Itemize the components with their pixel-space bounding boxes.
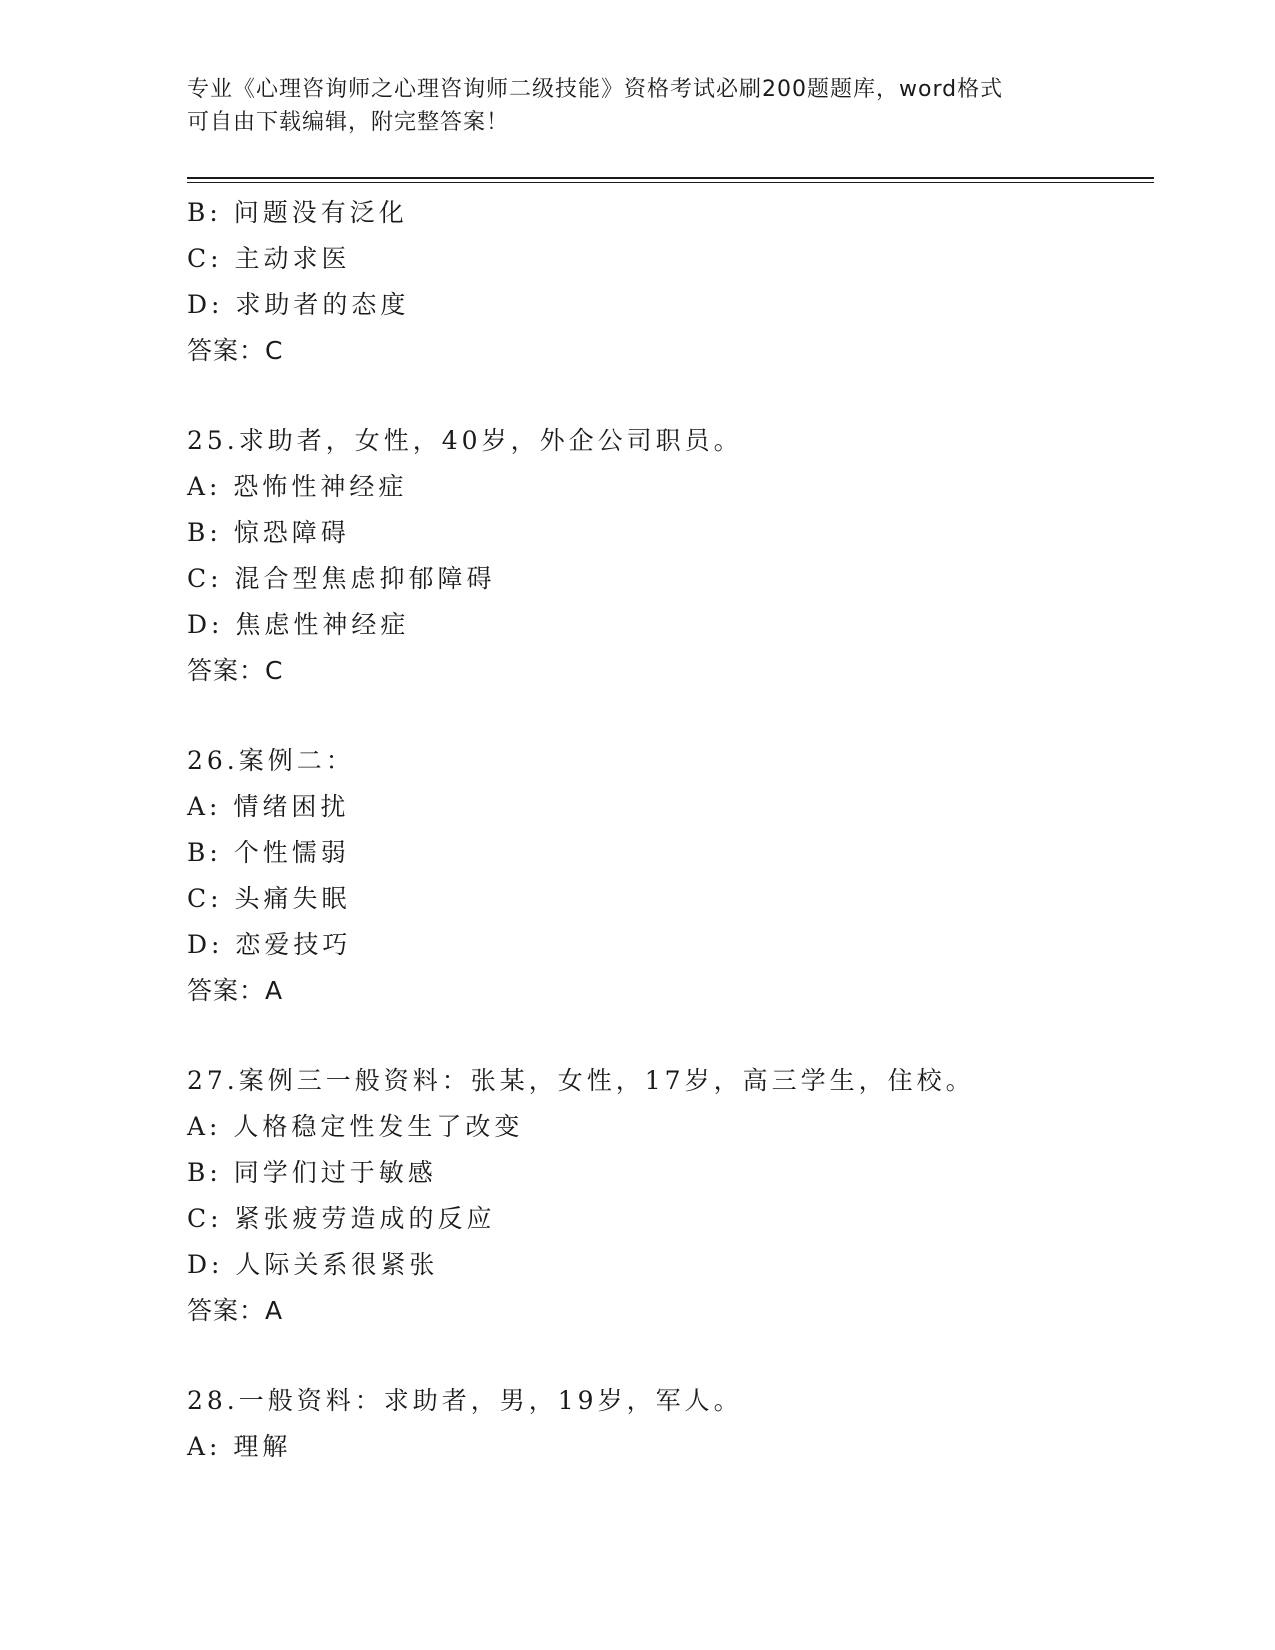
question-block-28 [187, 1378, 1154, 1470]
question-stem: 26.案例二： [187, 746, 355, 775]
option-c: C: 紧张疲劳造成的反应 [187, 1204, 496, 1233]
option-d: D: 恋爱技巧 [187, 930, 352, 959]
question-stem: 27.案例三一般资料：张某，女性，17岁，高三学生，住校。 [187, 1066, 975, 1095]
option-d: D: 人际关系很紧张 [187, 1250, 439, 1279]
option-c: C: 头痛失眠 [187, 884, 351, 913]
answer-line: 答案：C [187, 656, 284, 685]
option-b: B: 惊恐障碍 [187, 518, 350, 547]
option-b: B: 同学们过于敏感 [187, 1158, 437, 1187]
option-b: B: 问题没有泛化 [187, 198, 408, 227]
header-line-1: 专业《心理咨询师之心理咨询师二级技能》资格考试必刷200题题库，word格式 [187, 77, 1004, 102]
option-a: A: 理解 [187, 1432, 292, 1461]
question-block-24-continued [187, 190, 1154, 374]
answer-line: 答案：A [187, 976, 284, 1005]
option-d: D: 焦虑性神经症 [187, 610, 410, 639]
answer-line: 答案：C [187, 336, 284, 365]
option-a: A: 情绪困扰 [187, 792, 350, 821]
question-block-27 [187, 1058, 1154, 1334]
option-c: C: 混合型焦虑抑郁障碍 [187, 564, 496, 593]
option-b: B: 个性懦弱 [187, 838, 350, 867]
option-a: A: 恐怖性神经症 [187, 472, 408, 501]
answer-line: 答案：A [187, 1296, 284, 1325]
header-divider [187, 177, 1154, 183]
document-header [187, 73, 1087, 139]
question-stem: 25.求助者，女性，40岁，外企公司职员。 [187, 426, 743, 455]
question-list [187, 190, 1154, 1470]
header-line-2: 可自由下载编辑，附完整答案！ [187, 110, 510, 135]
option-c: C: 主动求医 [187, 244, 351, 273]
option-a: A: 人格稳定性发生了改变 [187, 1112, 524, 1141]
question-block-26 [187, 738, 1154, 1014]
question-block-25 [187, 418, 1154, 694]
question-stem: 28.一般资料：求助者，男，19岁，军人。 [187, 1386, 743, 1415]
option-d: D: 求助者的态度 [187, 290, 410, 319]
